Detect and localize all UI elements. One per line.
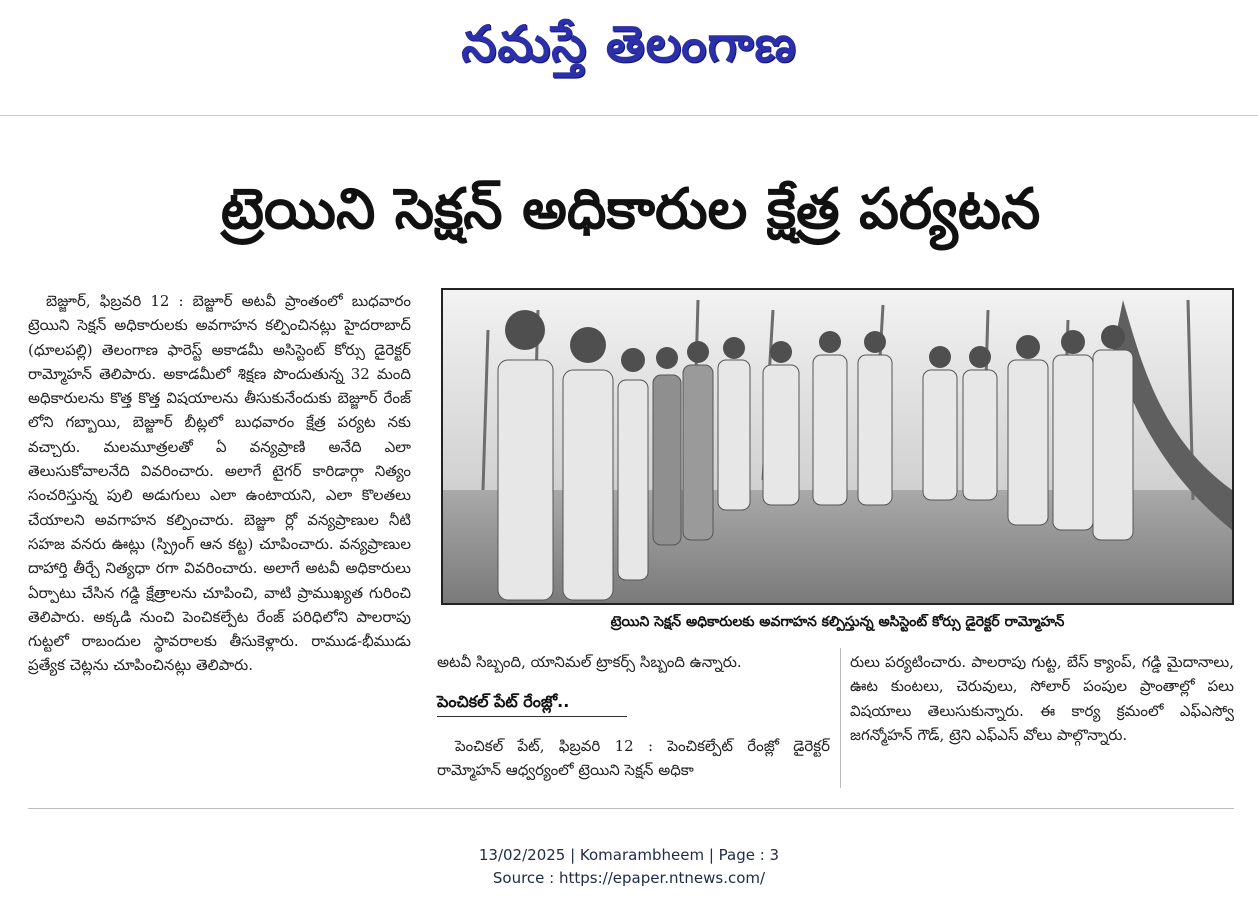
body-paragraph: రులు పర్యటించారు. పాలరాపు గుట్ట, బేస్ క్యాంప్, గడ్డి మైదానాలు, ఊట కుంటలు, చెరువులు, సోలార్ పంపుల ప్రాంతాల్లో పలు విషయాలు తెలుసుకున్నారు. ఈ కార్య క్రమంలో ఎఫ్ఎస్వో జగన్మోహన్ గౌడ్, ట్రెని ఎఫ్ఎస్ వోలు పాల్గొన్నారు. bbox=[850, 653, 1234, 744]
article-body-right bbox=[850, 650, 1234, 747]
body-paragraph: బెజ్జూర్, ఫిబ్రవరి 12 : బెజ్జూర్ అటవీ ప్రాంతంలో బుధవారం ట్రెయిని సెక్షన్ అధికారులకు అవగాహన కల్పించినట్లు హైదరాబాద్ (ధూలపల్లి) తెలంగాణ ఫారెస్ట్ అకాడమీ అసిస్టెంట్ కోర్సు డైరెక్టర్ రామ్మోహన్ తెలిపారు. అకాడమీలో శిక్షణ పొందుతున్న 32 మంది అధికారులను కొత్త కొత్త విషయాలను తీసుకునేందుకు బెజ్జూర్ రేంజ్ లోని గబ్బాయి, బెజ్జూర్ బీట్లలో బుధవారం క్షేత్ర పర్యట నకు వచ్చారు. మలమూత్రలతో ఏ వన్యప్రాణి అనేది ఎలా తెలుసుకోవాలనేది వివరించారు. అలాగే టైగర్ కారిడార్గా నిత్యం సంచరిస్తున్న పులి అడుగులు ఎలా ఉంటాయని, ఎలా కొలతలు చేయాలని అవగాహన కల్పించారు. బెజ్జూ ర్లో వన్యప్రాణుల నీటి సహజ వనరు ఊట్లు (స్ప్రింగ్ ఆన కట్ట) చూపించారు. వన్యప్రాణుల దాహార్తి తీర్చే నిత్యధా రగా వివరించారు. అలాగే అటవీ అధికారులు ఏర్పాటు చేసిన గడ్డి క్షేత్రాలను చూపించి, వాటి ప్రాముఖ్యత గురించి తెలిపారు. అక్కడి నుంచి పెంచికల్పేట రేంజ్ పరిధిలోని పాలరాపు గుట్టలో రాబందుల స్థావరాలకు తీసుకెళ్లారు. రాముడ-భీముడు ప్రత్యేక చెట్లను చూపించినట్లు తెలిపారు. bbox=[28, 292, 411, 675]
photo-caption: ట్రెయిని సెక్షన్ అధికారులకు అవగాహన కల్పిస్తున్న అసిస్టెంట్ కోర్సు డైరెక్టర్ రామ్మోహన్ bbox=[610, 614, 1065, 630]
body-paragraph: అటవీ సిబ్బంది, యానిమల్ ట్రాకర్స్ సిబ్బంది ఉన్నారు. bbox=[437, 653, 742, 671]
source-link[interactable]: Source : https://epaper.ntnews.com/ bbox=[492, 869, 766, 887]
article-bottom-divider bbox=[28, 808, 1234, 809]
column-divider bbox=[840, 648, 841, 788]
masthead bbox=[0, 0, 1258, 100]
article-subheading: పెంచికల్ పేట్ రేంజ్లో.. bbox=[437, 688, 627, 717]
body-paragraph: పెంచికల్ పేట్, ఫిబ్రవరి 12 : పెంచికల్పేట్ రేంజ్లో డైరెక్టర్ రామ్మోహన్ ఆధ్వర్యంలో ట్రెయిని సెక్షన్ అధికా bbox=[437, 737, 830, 780]
edition-info: 13/02/2025 | Komarambheem | Page : 3 bbox=[478, 846, 780, 864]
masthead-divider bbox=[0, 115, 1258, 116]
article-body-middle-bottom bbox=[437, 734, 830, 783]
article-body-middle-top bbox=[437, 650, 830, 674]
article-body-left bbox=[28, 289, 411, 678]
group-photo-illustration bbox=[443, 290, 1232, 603]
newspaper-logo: నమస్తే తెలంగాణ bbox=[461, 14, 797, 73]
article-headline: ట్రెయిని సెక్షన్ అధికారుల క్షేత్ర పర్యటన bbox=[220, 177, 1041, 242]
article-photo bbox=[441, 288, 1234, 605]
